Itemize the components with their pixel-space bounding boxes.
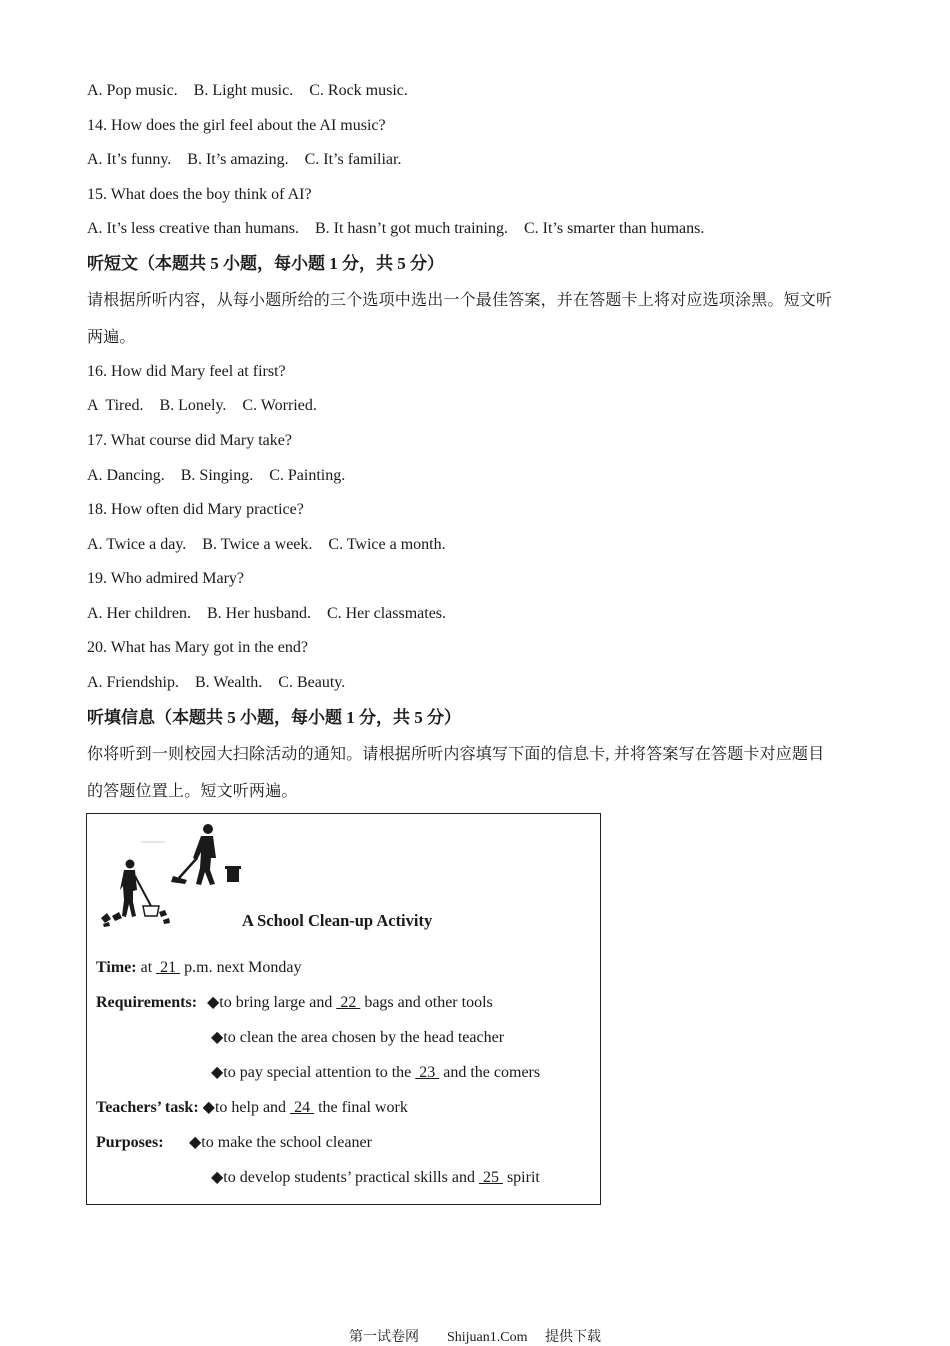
time-row — [96, 958, 301, 978]
purpose-1: ◆to make the school cleaner — [189, 1134, 372, 1151]
q14-options: A. It’s funny. B. It’s amazing. C. It’s familiar. — [87, 151, 402, 168]
q20-options: A. Friendship. B. Wealth. C. Beauty. — [87, 674, 346, 691]
time-pre: at — [136, 959, 157, 976]
requirement-1-post: bags and other tools — [360, 994, 493, 1011]
q17-options: A. Dancing. B. Singing. C. Painting. — [87, 467, 346, 484]
fill-instruction-line-2: 的答题位置上。短文听两遍。 — [87, 783, 298, 800]
q16-question: 16. How did Mary feel at first? — [87, 363, 286, 380]
q13-options: A. Pop music. B. Light music. C. Rock music. — [87, 82, 408, 99]
passage-instruction-line-1: 请根据所听内容，从每小题所给的三个选项中选出一个最佳答案，并在答题卡上将对应选项涂黑。短文听 — [87, 292, 833, 309]
time-post: p.m. next Monday — [180, 959, 302, 976]
q16-options: A Tired. B. Lonely. C. Worried. — [87, 397, 317, 414]
requirements-label: Requirements: — [96, 994, 198, 1011]
teachers-pre: ◆to help and — [198, 1099, 291, 1116]
time-label: Time: — [96, 959, 137, 976]
fill-section-heading: 听填信息（本题共 5 小题，每小题 1 分，共 5 分） — [87, 708, 461, 727]
q17-question: 17. What course did Mary take? — [87, 432, 292, 449]
teachers-label: Teachers’ task: — [96, 1099, 199, 1116]
purpose-2-pre: ◆to develop students’ practical skills and — [211, 1169, 479, 1186]
q18-options: A. Twice a day. B. Twice a week. C. Twice a month. — [87, 536, 446, 553]
requirement-1-pre: ◆to bring large and — [207, 994, 337, 1011]
blank-21: 21 — [156, 959, 181, 976]
blank-24: 24 — [290, 1099, 315, 1116]
blank-25: 25 — [478, 1169, 503, 1186]
requirement-1 — [207, 993, 493, 1013]
requirement-3-post: and the comers — [439, 1064, 541, 1081]
q20-question: 20. What has Mary got in the end? — [87, 639, 308, 656]
q15-question: 15. What does the boy think of AI? — [87, 186, 312, 203]
passage-instruction-line-2: 两遍。 — [87, 329, 136, 346]
teachers-post: the final work — [314, 1099, 408, 1116]
purposes-label: Purposes: — [96, 1134, 164, 1151]
q18-question: 18. How often did Mary practice? — [87, 501, 304, 518]
q19-question: 19. Who admired Mary? — [87, 570, 244, 587]
teachers-row — [96, 1098, 408, 1118]
blank-23: 23 — [415, 1064, 440, 1081]
purpose-2 — [211, 1168, 540, 1188]
page-footer: 第一试卷网 Shijuan1.Com 提供下载 — [348, 1330, 601, 1345]
info-card — [86, 813, 601, 1205]
requirement-3-pre: ◆to pay special attention to the — [211, 1064, 416, 1081]
q19-options: A. Her children. B. Her husband. C. Her classmates. — [87, 605, 447, 622]
purpose-2-post: spirit — [502, 1169, 540, 1186]
q15-options: A. It’s less creative than humans. B. It hasn’t got much training. C. It’s smarter than humans. — [87, 220, 705, 237]
cleaning-people-icon — [97, 820, 247, 930]
fill-instruction-line-1: 你将听到一则校园大扫除活动的通知。请根据所听内容填写下面的信息卡, 并将答案写在答题卡对应题目 — [87, 746, 825, 763]
passage-section-heading: 听短文（本题共 5 小题，每小题 1 分，共 5 分） — [87, 254, 444, 273]
requirement-2: ◆to clean the area chosen by the head teacher — [211, 1029, 505, 1046]
blank-22: 22 — [336, 994, 361, 1011]
q14-question: 14. How does the girl feel about the AI music? — [87, 117, 386, 134]
card-title: A School Clean-up Activity — [242, 911, 433, 930]
requirement-3 — [211, 1063, 540, 1083]
